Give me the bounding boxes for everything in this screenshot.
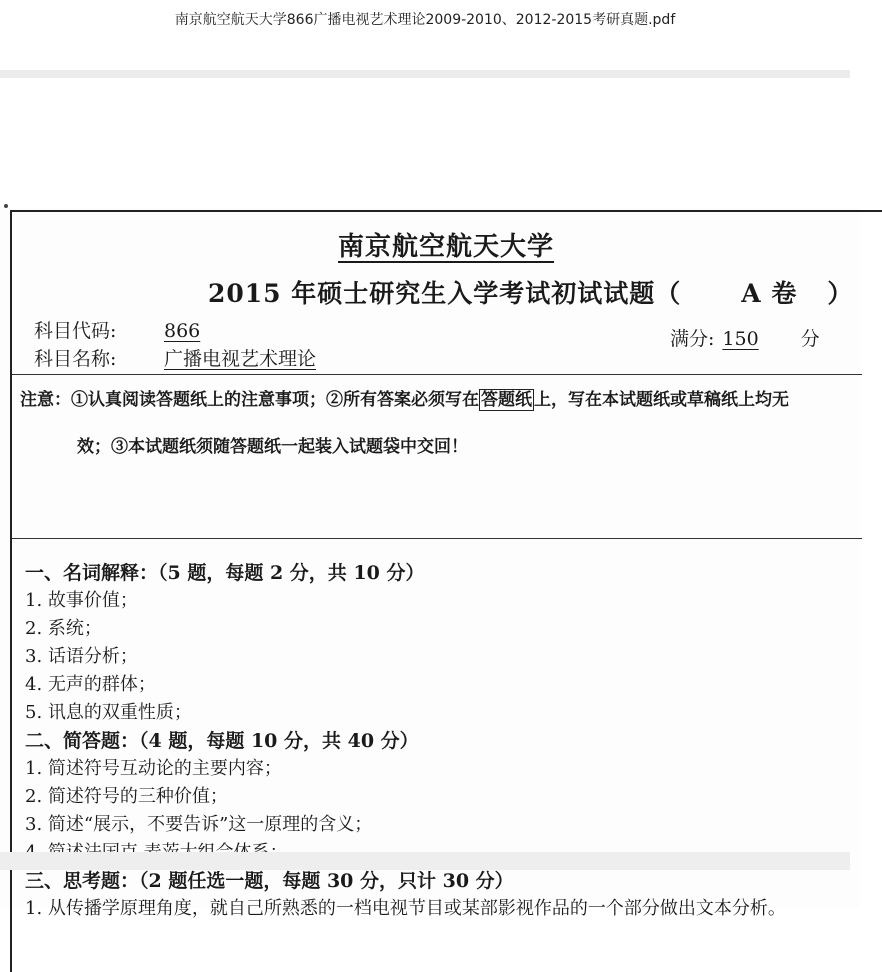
notice-line-1	[20, 385, 789, 410]
section-heading-2: 二、简答题：（4 题，每题 10 分，共 40 分）	[25, 730, 419, 752]
notice-text-1: 注意：①认真阅读答题纸上的注意事项；②所有答案必须写在	[20, 390, 479, 410]
viewer-title-bar	[0, 0, 850, 70]
scan-speck	[4, 204, 8, 208]
notice-text-2: 上，写在本试题纸或草稿纸上均无	[534, 390, 789, 410]
document-viewer[interactable]	[0, 78, 854, 919]
section-heading-3: 三、思考题：（2 题任选一题，每题 30 分，只计 30 分）	[25, 870, 514, 892]
section-heading-1: 一、名词解释：（5 题，每题 2 分，共 10 分）	[25, 562, 425, 584]
question-item: 4. 无声的群体；	[25, 674, 156, 695]
exam-close-paren: ）	[827, 279, 854, 308]
question-item: 2. 系统；	[25, 618, 102, 639]
header-divider	[12, 374, 862, 375]
subject-name-label: 科目名称:	[34, 348, 117, 370]
university-name: 南京航空航天大学	[338, 232, 555, 262]
question-item: 3. 话语分析；	[25, 646, 138, 667]
subject-code-value: 866	[164, 320, 201, 342]
file-title: 南京航空航天大学866广播电视艺术理论2009-2010、2012-2015考研真题.pdf	[174, 12, 676, 28]
full-score	[670, 324, 820, 351]
exam-title-text: 2015 年硕士研究生入学考试初试试题（	[208, 279, 682, 308]
full-score-value: 150	[722, 328, 759, 350]
notice-boxed-term: 答题纸	[481, 390, 532, 410]
exam-volume: A 卷	[741, 279, 798, 308]
question-item: 2. 简述符号的三种价值；	[25, 786, 228, 807]
question-item: 1. 故事价值；	[25, 590, 138, 611]
question-item: 5. 讯息的双重性质；	[25, 702, 192, 723]
scanned-page	[0, 208, 860, 919]
viewer-bottom-bar	[0, 852, 850, 870]
subject-code-label: 科目代码:	[34, 320, 117, 342]
full-score-unit: 分	[800, 328, 820, 350]
subject-name-row	[34, 344, 316, 371]
notice-line-2: 效；③本试题纸须随答题纸一起装入试题袋中交回！	[77, 437, 468, 457]
exam-title	[208, 274, 853, 310]
subject-name-value: 广播电视艺术理论	[164, 348, 317, 370]
notice-divider	[12, 538, 862, 539]
subject-code-row	[34, 316, 200, 343]
question-item: 1. 简述符号互动论的主要内容；	[25, 758, 282, 779]
question-item: 3. 简述“展示，不要告诉”这一原理的含义；	[25, 814, 373, 835]
toolbar-divider	[0, 70, 850, 78]
full-score-label: 满分:	[670, 328, 715, 350]
question-item: 1. 从传播学原理角度，就自己所熟悉的一档电视节目或某部影视作品的一个部分做出文本分析。	[25, 898, 786, 919]
